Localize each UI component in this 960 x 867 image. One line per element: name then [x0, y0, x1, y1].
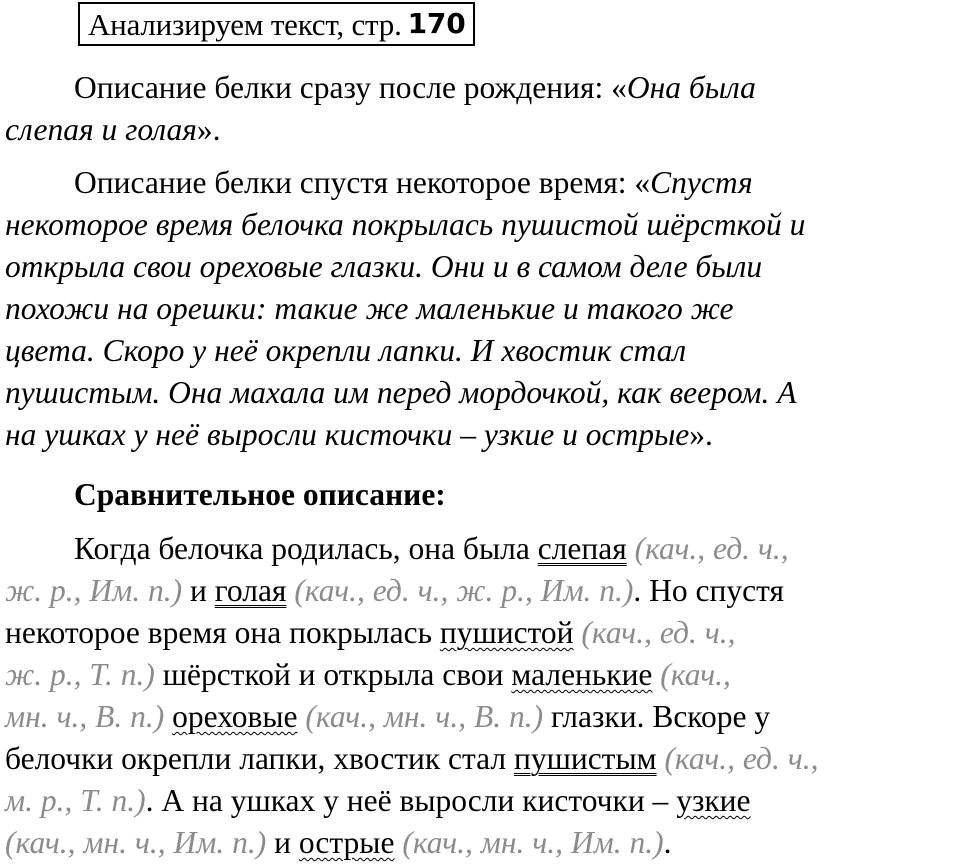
quote-text: на ушках у неё выросли кисточки – узкие и острые: [5, 417, 690, 452]
grammar-note: (кач., мн. ч., Им. п.): [402, 825, 664, 860]
grammar-note: (кач., ед. ч., ж. р., Им. п.): [294, 573, 634, 608]
quote-text: похожи на орешки: такие же маленькие и такого же: [5, 291, 734, 326]
grammar-note: м. р., Т. п.): [5, 783, 146, 818]
page-number: 170: [407, 7, 466, 40]
page-reference-box: [78, 2, 475, 46]
paragraph-comparative-analysis: [5, 528, 957, 864]
quote-text: пушистым. Она махала им перед мордочкой, как веером. А: [5, 375, 797, 410]
grammar-note: ж. р., Т. п.): [5, 657, 155, 692]
quote-text: слепая и голая: [5, 112, 197, 147]
grammar-note: ж. р., Им. п.): [5, 573, 183, 608]
text-span: некоторое время она покрылась: [5, 615, 432, 650]
text-span: шёрсткой и открыла свои: [162, 657, 504, 692]
adjective-word: голая: [214, 573, 287, 608]
adjective-word: маленькие: [511, 657, 653, 692]
quote-text: открыла свои ореховые глазки. Они и в самом деле были: [5, 249, 763, 284]
grammar-note: (кач., мн. ч., В. п.): [305, 699, 544, 734]
adjective-word: острые: [298, 825, 395, 860]
text-span: Описание белки спустя некоторое время: «: [74, 165, 651, 200]
grammar-note: (кач., ед. ч.,: [634, 531, 789, 566]
adjective-word: ореховые: [172, 699, 298, 734]
text-span: и: [190, 573, 207, 608]
text-span: . Но спустя: [633, 573, 784, 608]
grammar-note: (кач., ед. ч.,: [581, 615, 736, 650]
paragraph-birth-description: [5, 67, 957, 151]
text-span: ».: [689, 417, 713, 452]
section-heading: Сравнительное описание:: [74, 477, 446, 512]
quote-text: Спустя: [650, 165, 753, 200]
text-span: .: [663, 825, 672, 860]
adjective-word: пушистой: [439, 615, 574, 650]
quote-text: цвета. Скоро у неё окрепли лапки. И хвостик стал: [5, 333, 687, 368]
quote-text: Она была: [626, 70, 756, 105]
quote-text: некоторое время белочка покрылась пушистой шёрсткой и: [5, 207, 806, 242]
paragraph-later-description: [5, 162, 957, 456]
adjective-word: узкие: [676, 783, 751, 818]
text-span: . А на ушках у неё выросли кисточки –: [145, 783, 669, 818]
grammar-note: (кач., мн. ч., Им. п.): [5, 825, 267, 860]
text-span: Описание белки сразу после рождения: «: [74, 70, 627, 105]
grammar-note: (кач.,: [660, 657, 731, 692]
grammar-note: (кач., ед. ч.,: [664, 741, 819, 776]
text-span: Когда белочка родилась, она была: [74, 531, 530, 566]
title-text: Анализируем текст, стр.: [88, 6, 402, 42]
text-span: белочки окрепли лапки, хвостик стал: [5, 741, 507, 776]
grammar-note: мн. ч., В. п.): [5, 699, 165, 734]
text-span: ».: [196, 112, 221, 147]
adjective-word: слепая: [537, 531, 627, 566]
text-span: и: [274, 825, 292, 860]
adjective-word: пушистым: [513, 741, 657, 776]
text-span: глазки. Вскоре у: [550, 699, 771, 734]
